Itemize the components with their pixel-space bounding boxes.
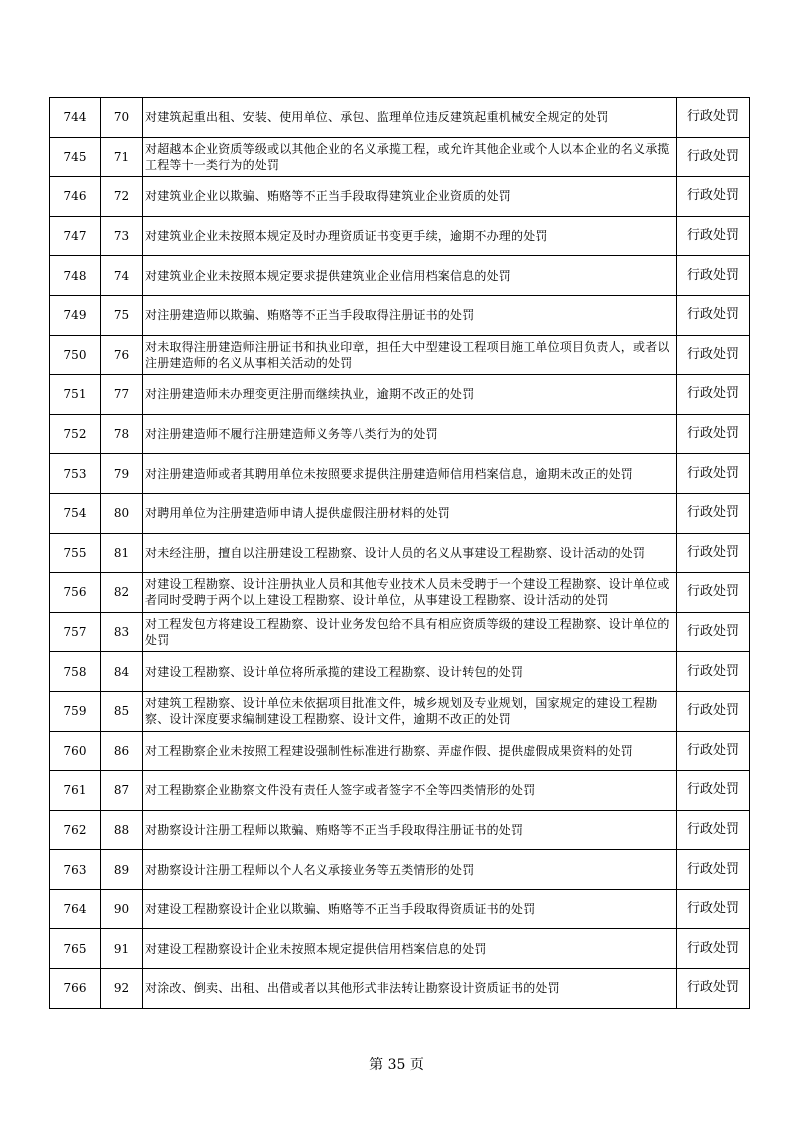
row-sub-number-cell: 74 — [101, 256, 143, 296]
row-sub-number-cell: 92 — [101, 969, 143, 1009]
row-type-cell: 行政处罚 — [677, 414, 750, 454]
row-number-cell: 746 — [50, 177, 101, 217]
row-item-text: 对建设工程勘察设计企业未按照本规定提供信用档案信息的处罚 — [145, 941, 487, 956]
row-item-text: 对建筑工程勘察、设计单位未依据项目批准文件，城乡规划及专业规划，国家规定的建设工程勘察、设计深度要求编制建设工程勘察、设计文件，逾期不改正的处罚 — [145, 696, 658, 727]
row-item-text: 对聘用单位为注册建造师申请人提供虚假注册材料的处罚 — [145, 506, 451, 521]
row-number-cell: 763 — [50, 850, 101, 890]
row-sub-number-cell: 84 — [101, 652, 143, 692]
row-type-cell: 行政处罚 — [677, 177, 750, 217]
table-row — [50, 414, 750, 454]
row-type-cell: 行政处罚 — [677, 771, 750, 811]
footer-suffix: 页 — [409, 1057, 424, 1073]
row-sub-number-cell: 72 — [101, 177, 143, 217]
table-row — [50, 98, 750, 138]
row-type-cell: 行政处罚 — [677, 137, 750, 177]
row-item-cell — [143, 731, 677, 771]
table-row — [50, 177, 750, 217]
row-item-cell — [143, 691, 677, 731]
table-row — [50, 612, 750, 652]
table-row — [50, 295, 750, 335]
row-item-cell — [143, 137, 677, 177]
row-sub-number-cell: 70 — [101, 98, 143, 138]
table-row — [50, 375, 750, 415]
row-item-cell — [143, 889, 677, 929]
row-sub-number-cell: 71 — [101, 137, 143, 177]
page-number: 35 — [387, 1057, 406, 1073]
row-sub-number-cell: 89 — [101, 850, 143, 890]
row-sub-number-cell: 77 — [101, 375, 143, 415]
row-type-cell: 行政处罚 — [677, 573, 750, 613]
page-footer — [0, 1054, 793, 1074]
row-item-text: 对工程发包方将建设工程勘察、设计业务发包给不具有相应资质等级的建设工程勘察、设计单位的处罚 — [145, 617, 670, 648]
row-number-cell: 752 — [50, 414, 101, 454]
row-sub-number-cell: 85 — [101, 691, 143, 731]
table-row — [50, 493, 750, 533]
table-row — [50, 652, 750, 692]
row-type-cell: 行政处罚 — [677, 493, 750, 533]
row-item-text: 对超越本企业资质等级或以其他企业的名义承揽工程，或允许其他企业或个人以本企业的名义承揽工程等十一类行为的处罚 — [145, 141, 670, 172]
row-item-cell — [143, 414, 677, 454]
table-row — [50, 256, 750, 296]
row-sub-number-cell: 88 — [101, 810, 143, 850]
row-type-cell: 行政处罚 — [677, 731, 750, 771]
row-item-text: 对注册建造师或者其聘用单位未按照要求提供注册建造师信用档案信息，逾期未改正的处罚 — [145, 466, 634, 481]
table-row — [50, 810, 750, 850]
row-item-text: 对建筑起重出租、安装、使用单位、承包、监理单位违反建筑起重机械安全规定的处罚 — [145, 110, 609, 125]
table-row — [50, 216, 750, 256]
row-item-cell — [143, 256, 677, 296]
row-item-cell — [143, 652, 677, 692]
row-number-cell: 747 — [50, 216, 101, 256]
row-item-cell — [143, 177, 677, 217]
row-item-cell — [143, 850, 677, 890]
table-row — [50, 771, 750, 811]
row-type-cell: 行政处罚 — [677, 533, 750, 573]
row-item-text: 对注册建造师不履行注册建造师义务等八类行为的处罚 — [145, 427, 438, 442]
row-sub-number-cell: 91 — [101, 929, 143, 969]
table-row — [50, 929, 750, 969]
row-item-cell — [143, 98, 677, 138]
row-item-cell — [143, 810, 677, 850]
row-item-text: 对勘察设计注册工程师以欺骗、贿赂等不正当手段取得注册证书的处罚 — [145, 822, 524, 837]
row-type-cell: 行政处罚 — [677, 98, 750, 138]
row-item-cell — [143, 216, 677, 256]
row-sub-number-cell: 90 — [101, 889, 143, 929]
row-item-cell — [143, 929, 677, 969]
row-item-cell — [143, 573, 677, 613]
table-row — [50, 850, 750, 890]
row-sub-number-cell: 76 — [101, 335, 143, 375]
row-item-cell — [143, 493, 677, 533]
penalty-items-table — [49, 97, 750, 1009]
row-number-cell: 757 — [50, 612, 101, 652]
row-item-cell — [143, 295, 677, 335]
row-number-cell: 745 — [50, 137, 101, 177]
row-number-cell: 754 — [50, 493, 101, 533]
row-number-cell: 759 — [50, 691, 101, 731]
row-type-cell: 行政处罚 — [677, 295, 750, 335]
row-type-cell: 行政处罚 — [677, 652, 750, 692]
footer-prefix: 第 — [369, 1057, 384, 1073]
row-type-cell: 行政处罚 — [677, 216, 750, 256]
row-type-cell: 行政处罚 — [677, 691, 750, 731]
row-item-text: 对注册建造师未办理变更注册而继续执业，逾期不改正的处罚 — [145, 387, 475, 402]
row-number-cell: 749 — [50, 295, 101, 335]
row-item-cell — [143, 375, 677, 415]
row-item-text: 对工程勘察企业勘察文件没有责任人签字或者签字不全等四类情形的处罚 — [145, 783, 536, 798]
row-sub-number-cell: 80 — [101, 493, 143, 533]
row-type-cell: 行政处罚 — [677, 850, 750, 890]
row-item-text: 对工程勘察企业未按照工程建设强制性标准进行勘察、弄虚作假、提供虚假成果资料的处罚 — [145, 743, 634, 758]
row-number-cell: 751 — [50, 375, 101, 415]
row-item-cell — [143, 335, 677, 375]
row-number-cell: 766 — [50, 969, 101, 1009]
row-item-text: 对注册建造师以欺骗、贿赂等不正当手段取得注册证书的处罚 — [145, 308, 475, 323]
table-row — [50, 889, 750, 929]
table-row — [50, 137, 750, 177]
row-sub-number-cell: 83 — [101, 612, 143, 652]
row-item-cell — [143, 771, 677, 811]
row-type-cell: 行政处罚 — [677, 454, 750, 494]
row-sub-number-cell: 75 — [101, 295, 143, 335]
row-type-cell: 行政处罚 — [677, 612, 750, 652]
row-type-cell: 行政处罚 — [677, 889, 750, 929]
row-sub-number-cell: 79 — [101, 454, 143, 494]
row-sub-number-cell: 73 — [101, 216, 143, 256]
table-row — [50, 731, 750, 771]
row-item-text: 对建筑业企业以欺骗、贿赂等不正当手段取得建筑业企业资质的处罚 — [145, 189, 512, 204]
row-number-cell: 756 — [50, 573, 101, 613]
row-type-cell: 行政处罚 — [677, 375, 750, 415]
table-row — [50, 533, 750, 573]
row-type-cell: 行政处罚 — [677, 256, 750, 296]
row-item-text: 对勘察设计注册工程师以个人名义承接业务等五类情形的处罚 — [145, 862, 475, 877]
row-item-text: 对建筑业企业未按照本规定要求提供建筑业企业信用档案信息的处罚 — [145, 268, 512, 283]
row-number-cell: 761 — [50, 771, 101, 811]
row-item-text: 对涂改、倒卖、出租、出借或者以其他形式非法转让勘察设计资质证书的处罚 — [145, 981, 560, 996]
row-sub-number-cell: 87 — [101, 771, 143, 811]
row-sub-number-cell: 86 — [101, 731, 143, 771]
row-type-cell: 行政处罚 — [677, 969, 750, 1009]
row-number-cell: 744 — [50, 98, 101, 138]
row-item-text: 对建设工程勘察、设计单位将所承揽的建设工程勘察、设计转包的处罚 — [145, 664, 524, 679]
row-number-cell: 762 — [50, 810, 101, 850]
row-item-cell — [143, 454, 677, 494]
row-sub-number-cell: 78 — [101, 414, 143, 454]
row-item-text: 对未取得注册建造师注册证书和执业印章，担任大中型建设工程项目施工单位项目负责人，或者以注册建造师的名义从事相关活动的处罚 — [145, 339, 670, 370]
row-number-cell: 758 — [50, 652, 101, 692]
row-item-text: 对建设工程勘察、设计注册执业人员和其他专业技术人员未受聘于一个建设工程勘察、设计单位或者同时受聘于两个以上建设工程勘察、设计单位，从事建设工程勘察、设计活动的处罚 — [145, 577, 670, 608]
row-item-text: 对建筑业企业未按照本规定及时办理资质证书变更手续，逾期不办理的处罚 — [145, 229, 548, 244]
table-row — [50, 335, 750, 375]
table-row — [50, 573, 750, 613]
row-number-cell: 760 — [50, 731, 101, 771]
row-type-cell: 行政处罚 — [677, 810, 750, 850]
row-type-cell: 行政处罚 — [677, 929, 750, 969]
table-row — [50, 691, 750, 731]
row-type-cell: 行政处罚 — [677, 335, 750, 375]
row-number-cell: 748 — [50, 256, 101, 296]
table-row — [50, 969, 750, 1009]
row-number-cell: 764 — [50, 889, 101, 929]
row-number-cell: 753 — [50, 454, 101, 494]
row-item-text: 对未经注册，擅自以注册建设工程勘察、设计人员的名义从事建设工程勘察、设计活动的处罚 — [145, 545, 646, 560]
row-sub-number-cell: 82 — [101, 573, 143, 613]
table-body — [50, 98, 750, 1009]
row-number-cell: 765 — [50, 929, 101, 969]
row-item-cell — [143, 533, 677, 573]
table-row — [50, 454, 750, 494]
row-item-cell — [143, 612, 677, 652]
row-item-cell — [143, 969, 677, 1009]
row-item-text: 对建设工程勘察设计企业以欺骗、贿赂等不正当手段取得资质证书的处罚 — [145, 902, 536, 917]
row-number-cell: 755 — [50, 533, 101, 573]
row-number-cell: 750 — [50, 335, 101, 375]
row-sub-number-cell: 81 — [101, 533, 143, 573]
